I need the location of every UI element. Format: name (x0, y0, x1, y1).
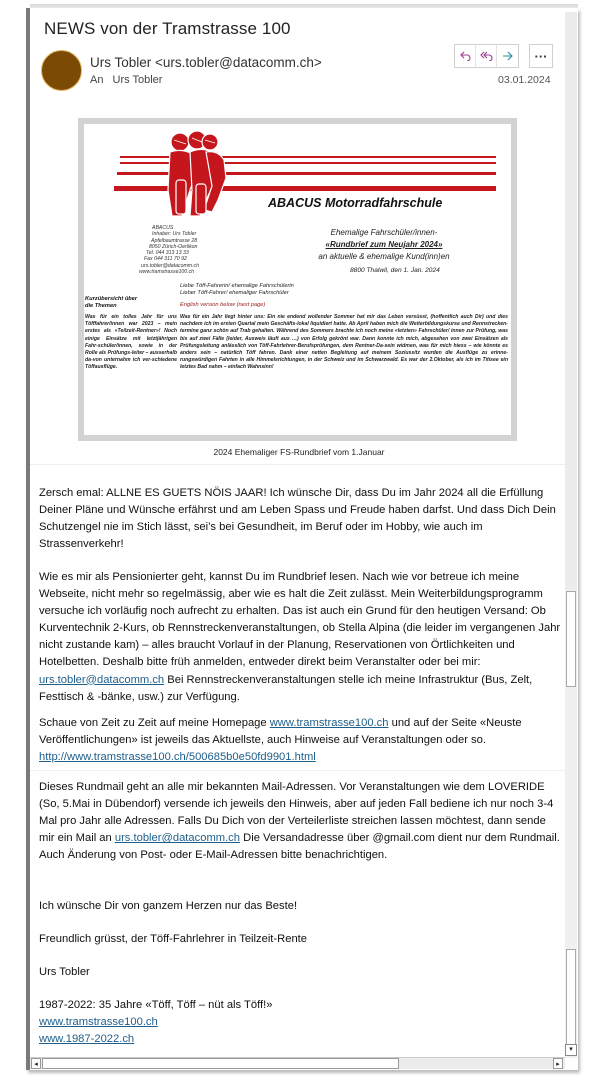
body-paragraph-homepage: Schaue von Zeit zu Zeit auf meine Homepage www.tramstrasse100.ch und auf der Seite «Neuste Veröffentlichungen» ist jeweils das Aktuellste, auch Hinweise auf Veranstaltungen oder so. http://www.tramstrasse100.ch/500685b0e50fd9901.html (39, 717, 522, 764)
school-address: ABACUS Inhaber: Urs Tobler Apfelbaumtrasse 28 8050 Zürich-Oerlikon Tel. 044 313 13 33 Fax 044 311 70 92 urs.tobler@datacomm.ch www.tramstrasse100.ch (139, 225, 200, 276)
letter-heading: Ehemalige Fahrschüler/innen- «Rundbrief zum Neujahr 2024» an aktuelle & ehemalige Kund(inn)en (318, 228, 450, 261)
school-name: ABACUS Motorradfahrschule (268, 196, 443, 210)
reply-actions-group (454, 44, 519, 68)
body-wishes: Ich wünsche Dir von ganzem Herzen nur das Beste! (39, 900, 298, 912)
article-link[interactable]: http://www.tramstrasse100.ch/500685b0e50fd9901.html (39, 751, 316, 764)
motorcycle-logo-icon (142, 130, 242, 218)
reply-all-icon (480, 51, 493, 61)
forward-icon (502, 51, 513, 61)
divider (30, 770, 565, 771)
email-link[interactable]: urs.tobler@datacomm.ch (39, 673, 165, 686)
signature-block (39, 997, 564, 1048)
sender-name-address[interactable]: Urs Tobler <urs.tobler@datacomm.ch> (90, 55, 322, 70)
email-subject: NEWS von der Tramstrasse 100 (44, 19, 291, 38)
message-actions (454, 44, 553, 68)
summary-heading: Kurzübersicht über die Themen (85, 296, 138, 310)
letter-place-date: 8800 Thalwil, den 1. Jan. 2024 (350, 267, 440, 274)
email-link[interactable]: urs.tobler@datacomm.ch (114, 832, 241, 845)
signature-link-1987-2022[interactable]: www.1987-2022.ch (39, 1033, 135, 1046)
reply-all-button[interactable] (476, 45, 497, 67)
reply-icon (460, 51, 471, 61)
vertical-scrollbar-thumb[interactable] (566, 591, 576, 687)
recipient-line (90, 74, 162, 86)
signature-name: Urs Tobler (39, 966, 90, 978)
body-paragraph-mailing-list: Dieses Rundmail geht an alle mir bekannten Mail-Adressen. Vor Veranstaltungen wie dem LOVERIDE (So, 5.Mai in Dübendorf) versende ich jeweils den Hinweis, aber auf jeden Fall bediene ich nur noch 3-4 Mal pro Jahr alle Adressen. Falls Du Dich von der Verteilerliste streichen lassen möchtest, dann sende mir ein Mail an urs.tobler@datacomm.ch Die Versandadresse über @gmail.com dient nur dem Rundmail. Auch Änderung von Post- oder E-Mail-Adressen bitte benachrichtigen. (39, 781, 560, 862)
homepage-link[interactable]: www.tramstrasse100.ch (269, 717, 389, 729)
inner-vertical-scrollbar-thumb[interactable] (566, 949, 576, 1045)
horizontal-scrollbar-thumb[interactable] (42, 1058, 399, 1069)
body-paragraph-greeting: Zersch emal: ALLNE ES GUETS NÖIS JAAR! Ich wünsche Dir, dass Du im Jahr 2024 all die Erfüllung Deiner Pläne und Wünsche erfährst und am Leben Spass und Freude haben darfst. Und dass Dich Dein Schutzengel nie im Stich lässt, sei’s bei Gesundheit, im Beruf oder im Hobby, wie auch im Strassenverkehr! (39, 487, 556, 551)
scroll-down-arrow-icon[interactable]: ▾ (565, 1044, 577, 1056)
email-date: 03.01.2024 (498, 74, 551, 86)
to-label: An (90, 74, 104, 86)
recipient-name[interactable]: Urs Tobler (112, 74, 163, 86)
divider (30, 464, 565, 465)
letter-main-text: Was für ein Jahr liegt hinter uns: Ein nie endend wollender Sommer hat mir das Leben versüsst, (hoffentlich auch Dir) und dies nachdem ich im ersten Quartal mein Geschäfts-lokal liquidiert hatte. Ab April haben mich die Weiterbildungskurse und Rennstrecken-termine ganz schön auf Trab gehalten. Während des Sommers brachte ich noch meine «letzten» Fahrschüler/ innen zur Prüfung, was bis auf zwei Fälle (leider, Ausweis läuft aus …) von Erfolg gekrönt war. Dann konnte ich mich, abgesehen von zwei Einsätzen als Prüfungsleitung anlässlich von Töff-Fahrlehrer-Berufsprüfungen, dem Rentner-Da-sein widmen, was für mich hiess – wie könnte es anders sein – natürlich Töff fahren. Dank einer netten Begleitung auf meinem Soziussitz wurden die Ausflüge zu erinne-rungswürdigen Fahrten in alle Himmelsrichtungen, in der Schweiz und im Schwarzwald. Es war der 2.Oktober, als ich im Titisee ein letztes Bad nahm – einfach Wahnsinn! (180, 314, 508, 371)
more-actions-button[interactable] (529, 44, 553, 68)
rundbrief-page (84, 124, 511, 435)
sender-avatar[interactable] (41, 50, 82, 91)
summary-text: Was für ein tolles Jahr für uns Töfffahrer/innen war 2023 – mein erstes als «Teilzeit-Rentner»! Noch einige Einsätze mit letztjährigen Fahr-schüler/innen, sowie in der Rolle als Prüfungs-leiter – ausserhalb da-von unternahm ich ver-schiedene Töffausflüge. (85, 314, 177, 371)
image-caption: 2024 Ehemaliger FS-Rundbrief vom 1.Januar (213, 447, 385, 457)
body-closing: Freundlich grüsst, der Töff-Fahrlehrer in Teilzeit-Rente (39, 933, 307, 945)
signature-tagline: 1987-2022: 35 Jahre «Töff, Töff – nüt als Töff!» (39, 999, 273, 1011)
english-version-note: English version below (next page) (180, 301, 266, 308)
more-icon: ··· (534, 48, 548, 64)
scroll-left-arrow-icon[interactable]: ◂ (31, 1058, 41, 1069)
letter-greeting: Liebe Töff-Fahrerin/ ehemalige Fahrschülerin Lieber Töff-Fahrer/ ehemaliger Fahrschüler English version below (next page) (180, 283, 294, 308)
body-paragraph-program: Wie es mir als Pensionierter geht, kannst Du im Rundbrief lesen. Nach wie vor betreue ich meine Webseite, nicht mehr so regelmässig, aber wie es halt die Zeit zulässt. Mein Weiterbildungsprogramm versuche ich vorläufig noch aufrecht zu erhalten. Das ist auch ein Grund für den heutigen Versand: Ob Kurventechnik 2-Kurs, ob Rennstreckenveranstaltungen, ob Stella Alpina (die leider im vergangenen Jahr nicht zustande kam) – alles braucht Vorlauf in der Planung, Reservationen von Örtlichkeiten und Hotelbetten. Deshalb bitte früh anmelden, entweder direkt beim Veranstalter oder bei mir: urs.tobler@datacomm.ch Bei Rennstreckenveranstaltungen stelle ich meine Infrastruktur (Bus, Zelt, Festtisch & -bänke, usw.) zur Verfügung. (39, 571, 561, 703)
right-gutter (565, 12, 577, 592)
rundbrief-image[interactable] (78, 118, 517, 441)
reply-button[interactable] (455, 45, 476, 67)
signature-link-tramstrasse[interactable]: www.tramstrasse100.ch (39, 1016, 158, 1029)
forward-button[interactable] (497, 45, 518, 67)
scroll-right-arrow-icon[interactable]: ▸ (553, 1058, 563, 1069)
